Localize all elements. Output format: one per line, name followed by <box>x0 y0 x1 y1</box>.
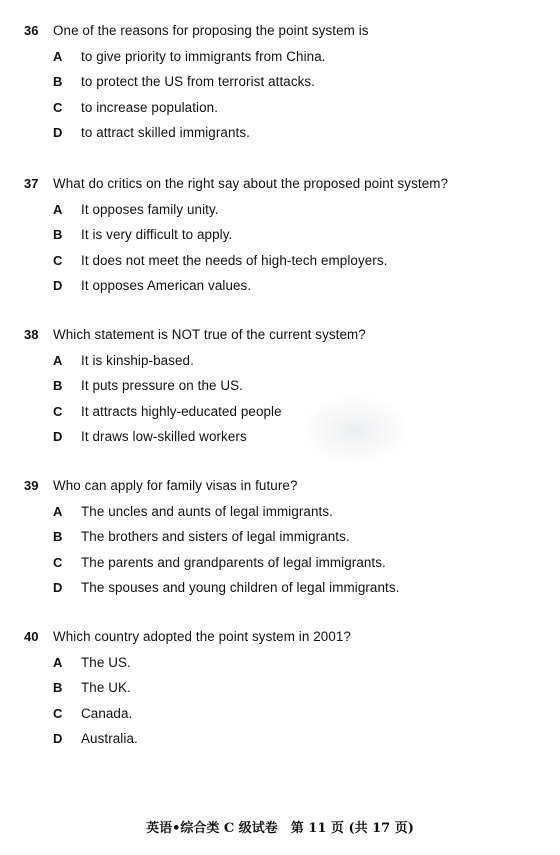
question-text: Who can apply for family visas in future? <box>53 478 298 493</box>
option-letter: D <box>53 731 63 747</box>
option-letter: D <box>53 125 63 141</box>
option-a <box>0 352 560 377</box>
question-number: 37 <box>24 176 39 191</box>
option-letter: C <box>53 403 63 419</box>
option-text: to attract skilled immigrants. <box>81 125 250 141</box>
option-letter: C <box>53 252 63 268</box>
option-text: to give priority to immigrants from China. <box>81 49 326 64</box>
option-d <box>0 730 560 755</box>
question-38 <box>0 326 560 454</box>
option-c <box>0 99 560 124</box>
option-letter: C <box>53 99 63 115</box>
option-text: The brothers and sisters of legal immigrants. <box>81 529 350 545</box>
question-number: 39 <box>24 478 39 493</box>
question-number: 40 <box>24 629 39 644</box>
option-b <box>0 679 560 704</box>
option-b <box>0 377 560 402</box>
option-text: Canada. <box>81 705 133 721</box>
option-letter: A <box>53 353 63 368</box>
option-letter: B <box>53 378 63 394</box>
option-text: It puts pressure on the US. <box>81 378 243 394</box>
option-b <box>0 226 560 251</box>
option-letter: B <box>53 680 63 696</box>
page-footer: 英语•综合类 C 级试卷 第 11 页 (共 17 页) <box>146 821 414 836</box>
question-text: One of the reasons for proposing the point system is <box>53 23 369 38</box>
question-header <box>0 175 560 201</box>
question-header <box>0 628 560 654</box>
option-text: to increase population. <box>81 99 219 115</box>
option-c <box>0 252 560 277</box>
option-letter: A <box>53 655 63 670</box>
question-header <box>0 22 560 48</box>
option-letter: C <box>53 554 63 570</box>
option-text: The spouses and young children of legal immigrants. <box>81 580 400 596</box>
option-text: It attracts highly-educated people <box>81 403 282 419</box>
option-text: The uncles and aunts of legal immigrants. <box>81 504 333 519</box>
option-text: It is very difficult to apply. <box>81 227 233 243</box>
option-letter: B <box>53 74 63 90</box>
question-36 <box>0 22 560 150</box>
option-letter: A <box>53 49 63 64</box>
option-a <box>0 503 560 528</box>
option-letter: B <box>53 529 63 545</box>
option-d <box>0 579 560 604</box>
option-text: It opposes American values. <box>81 278 252 294</box>
option-d <box>0 428 560 453</box>
question-number: 36 <box>24 23 39 38</box>
option-letter: D <box>53 580 63 596</box>
option-b <box>0 73 560 98</box>
option-letter: A <box>53 504 63 519</box>
option-c <box>0 554 560 579</box>
option-a <box>0 48 560 73</box>
option-text: It opposes family unity. <box>81 202 219 217</box>
question-37 <box>0 175 560 303</box>
option-d <box>0 124 560 149</box>
option-b <box>0 528 560 553</box>
question-40 <box>0 628 560 756</box>
question-text: Which country adopted the point system in 2001? <box>53 629 351 644</box>
option-text: to protect the US from terrorist attacks. <box>81 74 316 90</box>
option-a <box>0 654 560 679</box>
option-c <box>0 403 560 428</box>
question-header <box>0 326 560 352</box>
option-text: The parents and grandparents of legal immigrants. <box>81 554 386 570</box>
option-c <box>0 705 560 730</box>
option-text: It draws low-skilled workers <box>81 429 247 445</box>
question-header <box>0 477 560 503</box>
option-text: It is kinship-based. <box>81 353 194 368</box>
option-text: It does not meet the needs of high-tech employers. <box>81 252 388 268</box>
option-letter: B <box>53 227 63 243</box>
option-d <box>0 277 560 302</box>
option-letter: A <box>53 202 63 217</box>
option-letter: D <box>53 278 63 294</box>
question-number: 38 <box>24 327 39 342</box>
option-text: The US. <box>81 655 131 670</box>
question-text: What do critics on the right say about the proposed point system? <box>53 176 449 191</box>
option-letter: D <box>53 429 63 445</box>
question-text: Which statement is NOT true of the current system? <box>53 327 366 342</box>
option-text: Australia. <box>81 731 138 747</box>
option-text: The UK. <box>81 680 131 696</box>
option-a <box>0 201 560 226</box>
option-letter: C <box>53 705 63 721</box>
question-39 <box>0 477 560 605</box>
